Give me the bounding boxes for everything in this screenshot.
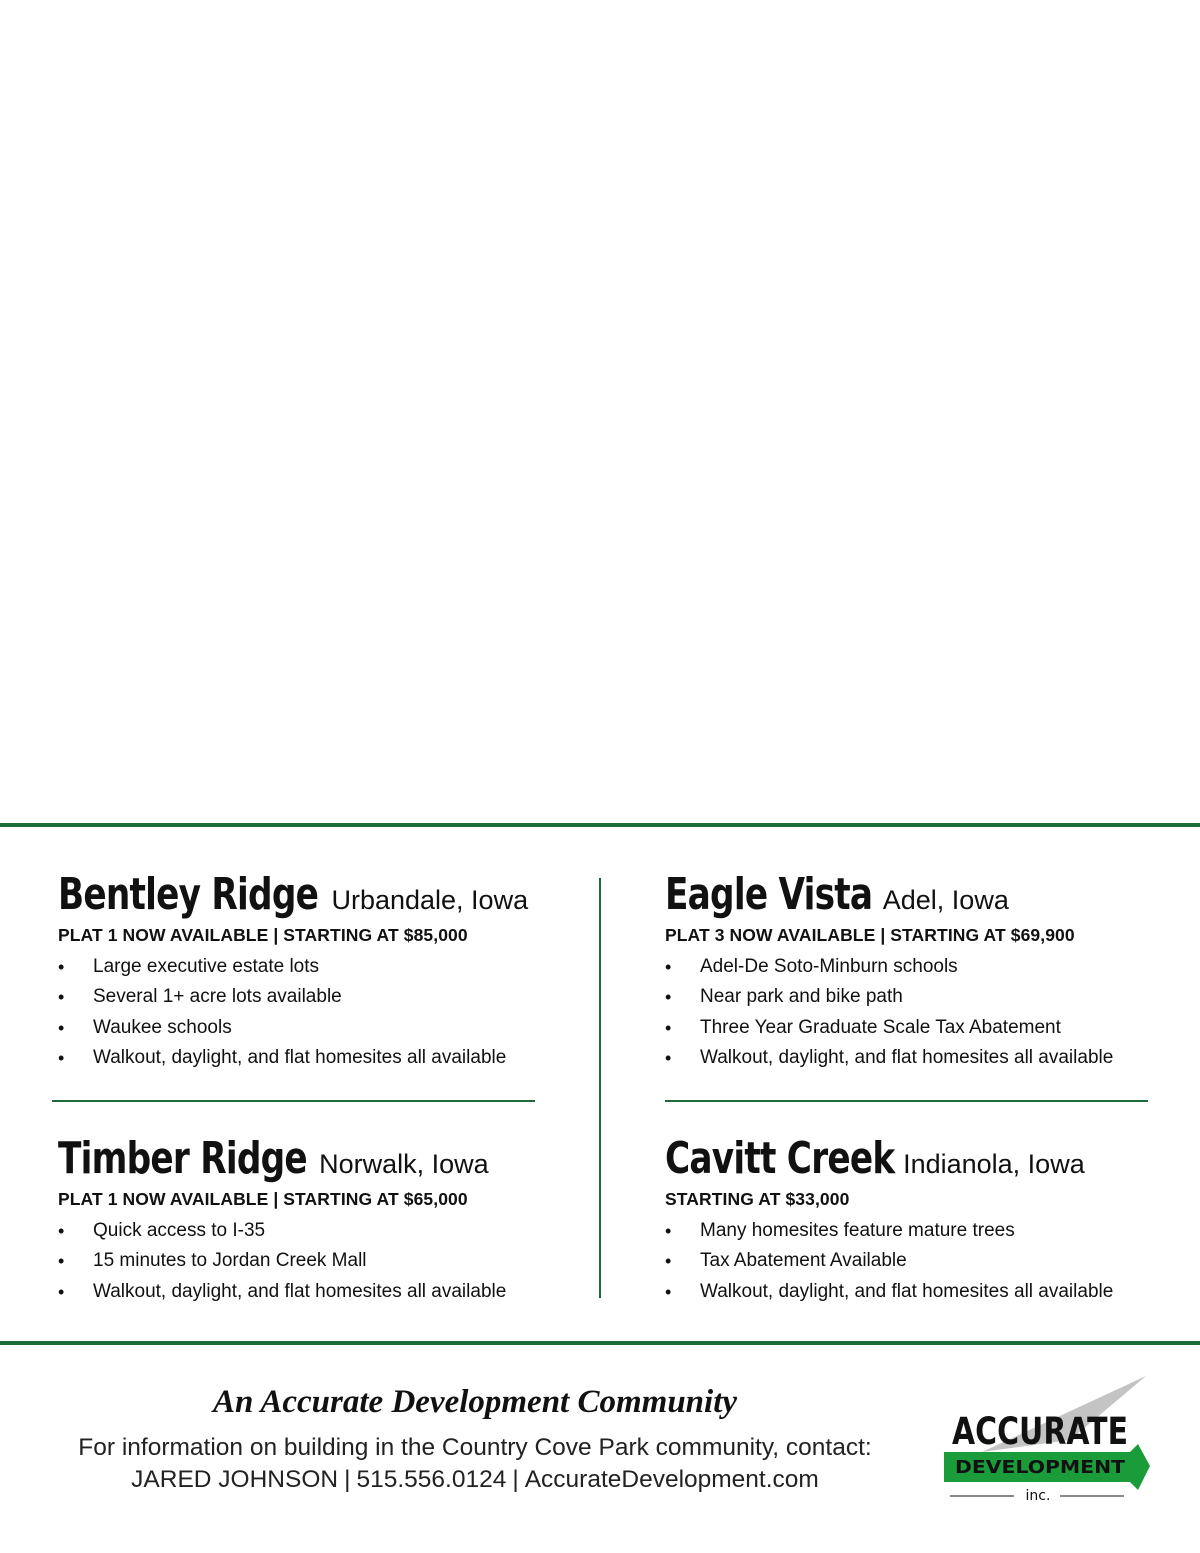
feature-item: • Walkout, daylight, and flat homesites all available [58,1043,528,1073]
contact-name: JARED JOHNSON [131,1466,339,1493]
bullet-icon: • [665,1221,672,1241]
bottom-divider-rule [0,1341,1200,1345]
feature-item: • 15 minutes to Jordan Creek Mall [58,1246,506,1276]
community-name: Bentley Ridge [58,869,319,920]
separator: | [344,1466,351,1493]
separator: | [512,1466,519,1493]
community-pricing: PLAT 3 NOW AVAILABLE | STARTING AT $69,900 [665,925,1075,945]
bullet-icon: • [665,1047,672,1068]
footer-tagline: An Accurate Development Community [212,1384,738,1420]
bullet-icon: • [58,1281,65,1302]
community-name: Cavitt Creek [665,1133,895,1184]
column-divider [599,878,601,1298]
community-eagle-vista [665,869,1114,1073]
footer-contact [0,1432,950,1496]
logo-graphic [942,1374,1152,1504]
feature-item: • Large executive estate lots [58,952,528,982]
community-location: Indianola, Iowa [903,1149,1085,1179]
feature-list [665,1216,1113,1307]
bullet-icon: • [58,1047,65,1068]
bullet-icon: • [58,987,65,1008]
bullet-icon: • [665,957,672,977]
bullet-icon: • [58,957,65,977]
feature-item: • Three Year Graduate Scale Tax Abatement [665,1013,1113,1043]
community-timber-ridge [58,1133,507,1307]
community-title [665,1133,1113,1184]
community-cavitt-creek [665,1133,1114,1307]
right-section-divider [665,1100,1148,1102]
feature-item: • Near park and bike path [665,982,1113,1012]
feature-list [665,952,1113,1073]
bullet-icon: • [665,1251,672,1272]
contact-details [0,1464,950,1496]
community-pricing: PLAT 1 NOW AVAILABLE | STARTING AT $65,000 [58,1189,468,1209]
contact-phone[interactable]: 515.556.0124 [356,1466,507,1493]
feature-item: • Many homesites feature mature trees [665,1216,1113,1246]
contact-website-link[interactable]: AccurateDevelopment.com [524,1466,819,1493]
feature-item: • Tax Abatement Available [665,1246,1113,1276]
community-location: Norwalk, Iowa [319,1149,489,1179]
feature-item: • Walkout, daylight, and flat homesites all available [665,1043,1113,1073]
community-title [58,869,529,920]
feature-item: • Walkout, daylight, and flat homesites all available [58,1277,506,1307]
top-divider-rule [0,823,1200,827]
community-location: Adel, Iowa [882,885,1009,915]
community-pricing: STARTING AT $33,000 [665,1189,850,1209]
bullet-icon: • [58,1017,65,1038]
feature-item: • Quick access to I-35 [58,1216,506,1246]
community-title [665,869,1113,920]
community-name: Eagle Vista [665,869,873,920]
community-pricing: PLAT 1 NOW AVAILABLE | STARTING AT $85,000 [58,925,468,945]
feature-item: • Walkout, daylight, and flat homesites all available [665,1277,1113,1307]
left-section-divider [52,1100,535,1102]
community-location: Urbandale, Iowa [331,885,529,915]
feature-list [58,1216,506,1307]
logo-line2: DEVELOPMENT [955,1457,1126,1478]
logo-line1: ACCURATE [952,1410,1128,1453]
community-name: Timber Ridge [58,1133,307,1184]
community-bentley-ridge [58,869,529,1073]
bullet-icon: • [665,1017,672,1038]
accurate-development-logo [942,1374,1152,1504]
bullet-icon: • [665,1281,672,1302]
feature-item: • Waukee schools [58,1013,528,1043]
contact-intro: For information on building in the Country Cove Park community, contact: [78,1434,872,1461]
feature-list [58,952,528,1073]
feature-item: • Adel-De Soto-Minburn schools [665,952,1113,982]
bullet-icon: • [665,987,672,1008]
feature-item: • Several 1+ acre lots available [58,982,528,1012]
bullet-icon: • [58,1221,65,1241]
bullet-icon: • [58,1251,65,1272]
logo-line3: inc. [1025,1488,1051,1504]
community-title [58,1133,506,1184]
